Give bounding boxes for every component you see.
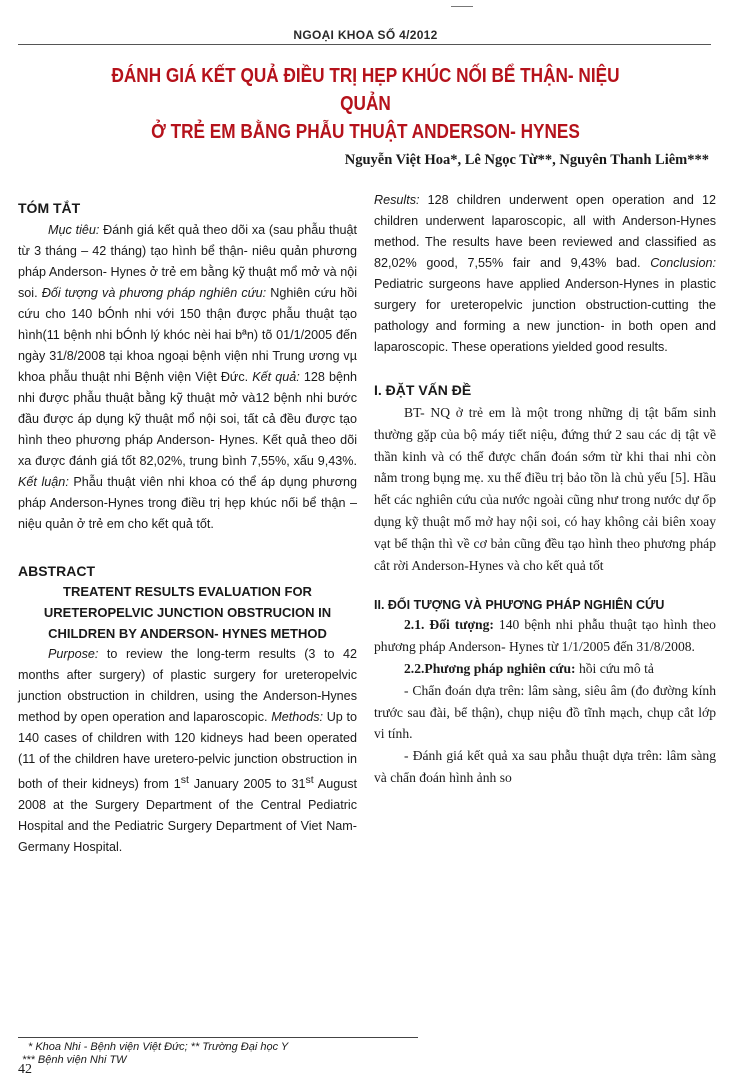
abstract-methods-text-b: January 2005 to 31 bbox=[188, 777, 306, 792]
abstract-methods-label: Methods: bbox=[271, 710, 324, 724]
footnote-line-2: *** Bệnh viện Nhi TW bbox=[22, 1054, 127, 1066]
abstract-conclusion-text: Pediatric surgeons have applied Anderson-Hynes in plastic surgery for ureteropelvic junction obstruction-cutting the pathology and forming a new junction- in both open and laparoscopic. These operations yielded good results. bbox=[374, 277, 716, 354]
footnote-rule bbox=[18, 1037, 418, 1038]
running-header: NGOẠI KHOA SỐ 4/2012 bbox=[293, 28, 438, 42]
purpose-label: Purpose: bbox=[48, 647, 99, 661]
superscript-st-1: st bbox=[180, 774, 189, 786]
abstract-results-label: Results: bbox=[374, 193, 420, 207]
methods-label: Đối tượng và phương pháp nghiên cứu: bbox=[41, 286, 267, 300]
section1-heading: I. ĐẶT VẤN ĐỀ bbox=[374, 382, 472, 398]
subjects-text: 140 bệnh nhi phẫu thuật tạo hình theo phương pháp Anderson- Hynes từ 1/1/2005 đến 31/8/2008. bbox=[374, 617, 716, 655]
objective-label: Mục tiêu: bbox=[48, 223, 100, 237]
top-mark bbox=[451, 6, 473, 7]
abstract-methods-text-c: August 2008 at the Surgery Department of the Central Pediatric Hospital and the Pediatric Surgery Department of Viet Nam- Germany Hospital. bbox=[18, 777, 358, 855]
superscript-st-2: st bbox=[305, 774, 314, 786]
abstract-continuation bbox=[374, 190, 716, 358]
header-rule bbox=[18, 44, 711, 45]
abstract-heading: ABSTRACT bbox=[18, 563, 95, 579]
results-text: 128 bệnh nhi được phẫu thuật bằng kỹ thuật mở và12 bệnh nhi bước đầu được áp dụng kỹ thuật mổ nội soi, tất cả đều được tạo hình theo phương pháp Anderson- Hynes. Kết quả theo dõi xa được đánh giá tốt 82,02%, trung bình 7,55%, xấu 9,43%. bbox=[18, 370, 357, 468]
subjects-paragraph bbox=[374, 614, 716, 658]
footnote-line-1: * Khoa Nhi - Bệnh viện Việt Đức; ** Trường Đại học Y bbox=[28, 1041, 289, 1053]
method-paragraph bbox=[374, 658, 716, 680]
abstract-conclusion-label: Conclusion: bbox=[650, 256, 716, 270]
methods-text: Nghiên cứu hồi cứu cho 140 bÓnh nhi với 150 thận được phẫu thuật tạo hình(11 bệnh nhi bÓnh lý khóc nèi hai bªn) tõ 01/1/2005 đến ngày 31/8/2008 tại khoa ngoại bệnh viện nhi Trung ương vµ khoa phẫu thuật nhi Bệnh viện Việt Đức. bbox=[18, 286, 357, 384]
title-line-1: ĐÁNH GIÁ KẾT QUẢ ĐIỀU TRỊ HẸP KHÚC NỐI BỂ THẬN- NIỆU QUẢN bbox=[111, 65, 620, 115]
left-column bbox=[18, 190, 357, 858]
abstract-paragraph bbox=[18, 644, 357, 858]
method-text: hồi cứu mô tả bbox=[575, 660, 654, 676]
section2-heading: II. ĐỐI TƯỢNG VÀ PHƯƠNG PHÁP NGHIÊN CỨU bbox=[374, 598, 665, 613]
article-title bbox=[86, 62, 646, 146]
page-number: 42 bbox=[18, 1062, 32, 1077]
conclusion-text: Phẫu thuật viên nhi khoa có thể áp dụng phương pháp Anderson-Hynes trong điều trị hẹp khúc nối bể thận – niệu quản ở trẻ em cho kết quả tốt. bbox=[18, 475, 357, 531]
evaluation-paragraph: - Đánh giá kết quả xa sau phẫu thuật dựa trên: lâm sàng và chẩn đoán hình ảnh so bbox=[374, 748, 716, 785]
conclusion-label: Kết luận: bbox=[18, 475, 69, 489]
diagnosis-paragraph: - Chẩn đoán dựa trên: lâm sàng, siêu âm (đo đường kính trước sau đài, bể thận), chụp niệu đồ tĩnh mạch, chụp cắt lớp vi tính. bbox=[374, 682, 716, 742]
title-line-2: Ở TRẺ EM BẰNG PHẪU THUẬT ANDERSON- HYNES bbox=[151, 121, 580, 143]
objective-text: Đánh giá kết quả theo dõi xa (sau phẫu thuật từ 3 tháng – 42 tháng) tạo hình bể thận- niêu quản phương pháp Anderson- Hynes ở trẻ em bằng kỹ thuật mổ mở và nội soi. bbox=[18, 223, 357, 300]
section1-text: BT- NQ ở trẻ em là một trong những dị tật bẩm sinh thường gặp của bộ máy tiết niệu, đứng thứ 2 sau các dị tật về thần kinh và có thể được chẩn đoán sớm từ khi thai nhi còn nằm trong bụng mẹ. xu thế điều trị bảo tồn là chủ yếu [5]. Hầu hết các nghiên cứu của nước ngoài cũng như trong nước dự ốp dụng kỹ thuật mổ mở hay nội soi, có hay không cải biên xoay vạt bể thận thì về cơ bản cũng đều tạo hình theo phương pháp cắt rời Anderson-Hynes và cho kết quả tốt bbox=[374, 405, 716, 573]
summary-paragraph bbox=[18, 220, 357, 535]
method-label: 2.2.Phương pháp nghiên cứu: bbox=[404, 660, 576, 676]
abstract-methods-text-a: Up to 140 cases of children with 120 kidneys had been operated (11 of the children have uretero-pelvic junction obstruction in both of their kidneys) from 1 bbox=[18, 710, 357, 792]
abstract-title: TREATENT RESULTS EVALUATION FOR URETEROPELVIC JUNCTION OBSTRUCION IN CHILDREN BY ANDERSON- HYNES METHOD bbox=[43, 584, 332, 641]
subjects-label: 2.1. Đối tượng: bbox=[404, 617, 494, 633]
authors: Nguyễn Việt Hoa*, Lê Ngọc Từ**, Nguyên Thanh Liêm*** bbox=[344, 152, 709, 168]
results-label: Kết quả: bbox=[252, 370, 300, 384]
purpose-text: to review the long-term results (3 to 42 months after surgery) of plastic surgery for ureteropelvic junction obstruction in children, using the Anderson-Hynes method by open operation and laparoscopic. bbox=[18, 647, 357, 724]
summary-heading: TÓM TẮT bbox=[18, 200, 81, 216]
right-column bbox=[374, 190, 716, 789]
abstract-results-text: 128 children underwent open operation and 12 children underwent laparoscopic, all with Anderson-Hynes method. The results have been reviewed and classified as 82,02% good, 7,55% fair and 9,43% bad. bbox=[374, 193, 716, 270]
